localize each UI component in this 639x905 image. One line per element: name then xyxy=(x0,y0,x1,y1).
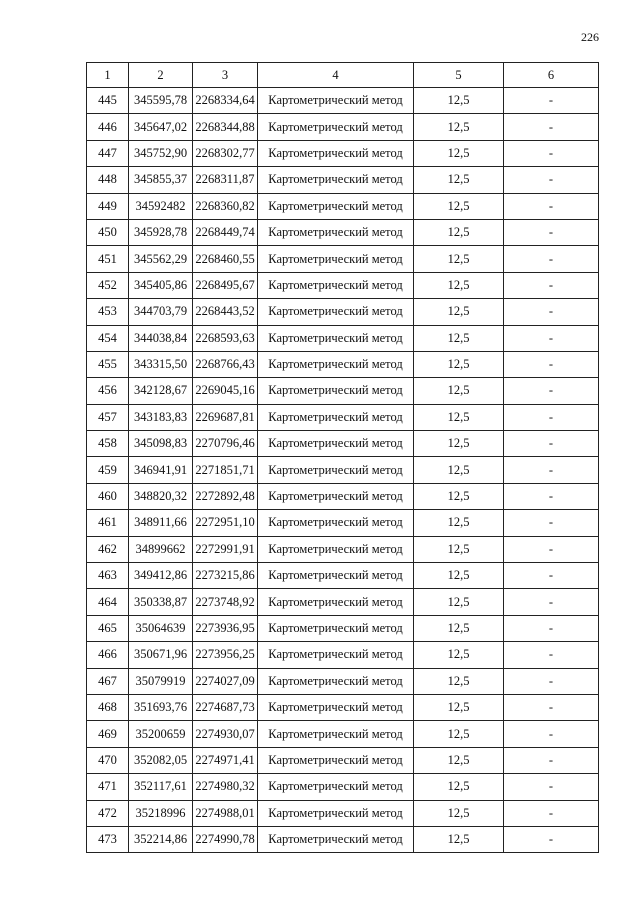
accuracy-cell: 12,5 xyxy=(414,589,504,615)
method-cell: Картометрический метод xyxy=(258,167,414,193)
header-col-5: 5 xyxy=(414,63,504,88)
table-row xyxy=(87,774,599,800)
method-cell: Картометрический метод xyxy=(258,140,414,166)
x-coordinate-cell: 352214,86 xyxy=(129,826,193,852)
accuracy-cell: 12,5 xyxy=(414,140,504,166)
accuracy-cell: 12,5 xyxy=(414,325,504,351)
header-col-2: 2 xyxy=(129,63,193,88)
table-row xyxy=(87,800,599,826)
x-coordinate-cell: 343183,83 xyxy=(129,404,193,430)
accuracy-cell: 12,5 xyxy=(414,219,504,245)
description-cell: - xyxy=(504,694,599,720)
description-cell: - xyxy=(504,774,599,800)
table-row xyxy=(87,510,599,536)
point-number-cell: 469 xyxy=(87,721,129,747)
method-cell: Картометрический метод xyxy=(258,642,414,668)
method-cell: Картометрический метод xyxy=(258,246,414,272)
method-cell: Картометрический метод xyxy=(258,774,414,800)
description-cell: - xyxy=(504,88,599,114)
page-number: 226 xyxy=(581,30,599,44)
table-row xyxy=(87,193,599,219)
y-coordinate-cell: 2268360,82 xyxy=(193,193,258,219)
point-number-cell: 447 xyxy=(87,140,129,166)
y-coordinate-cell: 2268443,52 xyxy=(193,299,258,325)
table-row xyxy=(87,826,599,852)
description-cell: - xyxy=(504,800,599,826)
method-cell: Картометрический метод xyxy=(258,88,414,114)
y-coordinate-cell: 2274990,78 xyxy=(193,826,258,852)
description-cell: - xyxy=(504,457,599,483)
description-cell: - xyxy=(504,246,599,272)
x-coordinate-cell: 352117,61 xyxy=(129,774,193,800)
description-cell: - xyxy=(504,615,599,641)
point-number-cell: 461 xyxy=(87,510,129,536)
x-coordinate-cell: 345098,83 xyxy=(129,431,193,457)
y-coordinate-cell: 2272892,48 xyxy=(193,483,258,509)
accuracy-cell: 12,5 xyxy=(414,800,504,826)
x-coordinate-cell: 345647,02 xyxy=(129,114,193,140)
table-row xyxy=(87,140,599,166)
x-coordinate-cell: 34899662 xyxy=(129,536,193,562)
accuracy-cell: 12,5 xyxy=(414,668,504,694)
accuracy-cell: 12,5 xyxy=(414,536,504,562)
y-coordinate-cell: 2268593,63 xyxy=(193,325,258,351)
coordinates-table xyxy=(86,62,599,853)
x-coordinate-cell: 351693,76 xyxy=(129,694,193,720)
table-row xyxy=(87,378,599,404)
method-cell: Картометрический метод xyxy=(258,589,414,615)
description-cell: - xyxy=(504,272,599,298)
point-number-cell: 455 xyxy=(87,351,129,377)
x-coordinate-cell: 35064639 xyxy=(129,615,193,641)
x-coordinate-cell: 345405,86 xyxy=(129,272,193,298)
accuracy-cell: 12,5 xyxy=(414,563,504,589)
method-cell: Картометрический метод xyxy=(258,219,414,245)
point-number-cell: 453 xyxy=(87,299,129,325)
accuracy-cell: 12,5 xyxy=(414,747,504,773)
x-coordinate-cell: 344703,79 xyxy=(129,299,193,325)
x-coordinate-cell: 348820,32 xyxy=(129,483,193,509)
method-cell: Картометрический метод xyxy=(258,668,414,694)
y-coordinate-cell: 2268495,67 xyxy=(193,272,258,298)
point-number-cell: 448 xyxy=(87,167,129,193)
method-cell: Картометрический метод xyxy=(258,351,414,377)
accuracy-cell: 12,5 xyxy=(414,193,504,219)
accuracy-cell: 12,5 xyxy=(414,431,504,457)
point-number-cell: 464 xyxy=(87,589,129,615)
x-coordinate-cell: 346941,91 xyxy=(129,457,193,483)
point-number-cell: 458 xyxy=(87,431,129,457)
x-coordinate-cell: 345752,90 xyxy=(129,140,193,166)
accuracy-cell: 12,5 xyxy=(414,483,504,509)
accuracy-cell: 12,5 xyxy=(414,299,504,325)
description-cell: - xyxy=(504,483,599,509)
table-row xyxy=(87,351,599,377)
point-number-cell: 460 xyxy=(87,483,129,509)
description-cell: - xyxy=(504,325,599,351)
method-cell: Картометрический метод xyxy=(258,826,414,852)
accuracy-cell: 12,5 xyxy=(414,774,504,800)
description-cell: - xyxy=(504,642,599,668)
method-cell: Картометрический метод xyxy=(258,114,414,140)
y-coordinate-cell: 2272951,10 xyxy=(193,510,258,536)
point-number-cell: 459 xyxy=(87,457,129,483)
y-coordinate-cell: 2273215,86 xyxy=(193,563,258,589)
description-cell: - xyxy=(504,431,599,457)
description-cell: - xyxy=(504,404,599,430)
method-cell: Картометрический метод xyxy=(258,536,414,562)
y-coordinate-cell: 2268460,55 xyxy=(193,246,258,272)
header-row xyxy=(87,63,599,88)
description-cell: - xyxy=(504,378,599,404)
description-cell: - xyxy=(504,589,599,615)
point-number-cell: 450 xyxy=(87,219,129,245)
table-row xyxy=(87,721,599,747)
accuracy-cell: 12,5 xyxy=(414,272,504,298)
accuracy-cell: 12,5 xyxy=(414,615,504,641)
description-cell: - xyxy=(504,826,599,852)
table-row xyxy=(87,668,599,694)
y-coordinate-cell: 2274027,09 xyxy=(193,668,258,694)
y-coordinate-cell: 2273748,92 xyxy=(193,589,258,615)
accuracy-cell: 12,5 xyxy=(414,246,504,272)
accuracy-cell: 12,5 xyxy=(414,457,504,483)
x-coordinate-cell: 34592482 xyxy=(129,193,193,219)
point-number-cell: 454 xyxy=(87,325,129,351)
description-cell: - xyxy=(504,721,599,747)
x-coordinate-cell: 35218996 xyxy=(129,800,193,826)
method-cell: Картометрический метод xyxy=(258,272,414,298)
y-coordinate-cell: 2274687,73 xyxy=(193,694,258,720)
y-coordinate-cell: 2269045,16 xyxy=(193,378,258,404)
accuracy-cell: 12,5 xyxy=(414,642,504,668)
x-coordinate-cell: 343315,50 xyxy=(129,351,193,377)
point-number-cell: 468 xyxy=(87,694,129,720)
y-coordinate-cell: 2268311,87 xyxy=(193,167,258,193)
y-coordinate-cell: 2272991,91 xyxy=(193,536,258,562)
table-row xyxy=(87,694,599,720)
y-coordinate-cell: 2268302,77 xyxy=(193,140,258,166)
description-cell: - xyxy=(504,114,599,140)
point-number-cell: 471 xyxy=(87,774,129,800)
method-cell: Картометрический метод xyxy=(258,563,414,589)
accuracy-cell: 12,5 xyxy=(414,694,504,720)
y-coordinate-cell: 2274980,32 xyxy=(193,774,258,800)
x-coordinate-cell: 35079919 xyxy=(129,668,193,694)
description-cell: - xyxy=(504,193,599,219)
table-row xyxy=(87,615,599,641)
description-cell: - xyxy=(504,219,599,245)
table-body xyxy=(87,88,599,853)
x-coordinate-cell: 344038,84 xyxy=(129,325,193,351)
method-cell: Картометрический метод xyxy=(258,615,414,641)
point-number-cell: 445 xyxy=(87,88,129,114)
table-row xyxy=(87,404,599,430)
point-number-cell: 449 xyxy=(87,193,129,219)
x-coordinate-cell: 352082,05 xyxy=(129,747,193,773)
point-number-cell: 457 xyxy=(87,404,129,430)
accuracy-cell: 12,5 xyxy=(414,826,504,852)
point-number-cell: 446 xyxy=(87,114,129,140)
table-row xyxy=(87,246,599,272)
method-cell: Картометрический метод xyxy=(258,325,414,351)
description-cell: - xyxy=(504,510,599,536)
point-number-cell: 473 xyxy=(87,826,129,852)
method-cell: Картометрический метод xyxy=(258,694,414,720)
accuracy-cell: 12,5 xyxy=(414,510,504,536)
table-row xyxy=(87,457,599,483)
accuracy-cell: 12,5 xyxy=(414,378,504,404)
table-row xyxy=(87,272,599,298)
description-cell: - xyxy=(504,747,599,773)
header-col-1: 1 xyxy=(87,63,129,88)
point-number-cell: 463 xyxy=(87,563,129,589)
table-row xyxy=(87,536,599,562)
table-row xyxy=(87,642,599,668)
method-cell: Картометрический метод xyxy=(258,747,414,773)
table-row xyxy=(87,88,599,114)
x-coordinate-cell: 348911,66 xyxy=(129,510,193,536)
table-row xyxy=(87,299,599,325)
point-number-cell: 456 xyxy=(87,378,129,404)
table-row xyxy=(87,167,599,193)
accuracy-cell: 12,5 xyxy=(414,351,504,377)
method-cell: Картометрический метод xyxy=(258,193,414,219)
point-number-cell: 467 xyxy=(87,668,129,694)
method-cell: Картометрический метод xyxy=(258,378,414,404)
x-coordinate-cell: 349412,86 xyxy=(129,563,193,589)
accuracy-cell: 12,5 xyxy=(414,721,504,747)
method-cell: Картометрический метод xyxy=(258,431,414,457)
point-number-cell: 451 xyxy=(87,246,129,272)
point-number-cell: 452 xyxy=(87,272,129,298)
method-cell: Картометрический метод xyxy=(258,510,414,536)
method-cell: Картометрический метод xyxy=(258,404,414,430)
accuracy-cell: 12,5 xyxy=(414,404,504,430)
x-coordinate-cell: 350671,96 xyxy=(129,642,193,668)
point-number-cell: 470 xyxy=(87,747,129,773)
y-coordinate-cell: 2274930,07 xyxy=(193,721,258,747)
y-coordinate-cell: 2271851,71 xyxy=(193,457,258,483)
table-row xyxy=(87,325,599,351)
description-cell: - xyxy=(504,351,599,377)
y-coordinate-cell: 2269687,81 xyxy=(193,404,258,430)
x-coordinate-cell: 345562,29 xyxy=(129,246,193,272)
point-number-cell: 462 xyxy=(87,536,129,562)
accuracy-cell: 12,5 xyxy=(414,114,504,140)
description-cell: - xyxy=(504,299,599,325)
point-number-cell: 472 xyxy=(87,800,129,826)
table-row xyxy=(87,483,599,509)
accuracy-cell: 12,5 xyxy=(414,88,504,114)
accuracy-cell: 12,5 xyxy=(414,167,504,193)
description-cell: - xyxy=(504,668,599,694)
table-row xyxy=(87,431,599,457)
table-row xyxy=(87,563,599,589)
y-coordinate-cell: 2270796,46 xyxy=(193,431,258,457)
x-coordinate-cell: 345595,78 xyxy=(129,88,193,114)
x-coordinate-cell: 345855,37 xyxy=(129,167,193,193)
description-cell: - xyxy=(504,563,599,589)
y-coordinate-cell: 2268334,64 xyxy=(193,88,258,114)
x-coordinate-cell: 345928,78 xyxy=(129,219,193,245)
description-cell: - xyxy=(504,536,599,562)
method-cell: Картометрический метод xyxy=(258,483,414,509)
method-cell: Картометрический метод xyxy=(258,721,414,747)
description-cell: - xyxy=(504,167,599,193)
x-coordinate-cell: 342128,67 xyxy=(129,378,193,404)
table-row xyxy=(87,114,599,140)
header-col-3: 3 xyxy=(193,63,258,88)
method-cell: Картометрический метод xyxy=(258,299,414,325)
point-number-cell: 465 xyxy=(87,615,129,641)
y-coordinate-cell: 2274988,01 xyxy=(193,800,258,826)
header-col-6: 6 xyxy=(504,63,599,88)
table-row xyxy=(87,747,599,773)
y-coordinate-cell: 2273956,25 xyxy=(193,642,258,668)
method-cell: Картометрический метод xyxy=(258,800,414,826)
description-cell: - xyxy=(504,140,599,166)
y-coordinate-cell: 2268344,88 xyxy=(193,114,258,140)
y-coordinate-cell: 2268449,74 xyxy=(193,219,258,245)
method-cell: Картометрический метод xyxy=(258,457,414,483)
table-row xyxy=(87,219,599,245)
header-col-4: 4 xyxy=(258,63,414,88)
x-coordinate-cell: 35200659 xyxy=(129,721,193,747)
point-number-cell: 466 xyxy=(87,642,129,668)
y-coordinate-cell: 2274971,41 xyxy=(193,747,258,773)
y-coordinate-cell: 2268766,43 xyxy=(193,351,258,377)
table-row xyxy=(87,589,599,615)
y-coordinate-cell: 2273936,95 xyxy=(193,615,258,641)
x-coordinate-cell: 350338,87 xyxy=(129,589,193,615)
